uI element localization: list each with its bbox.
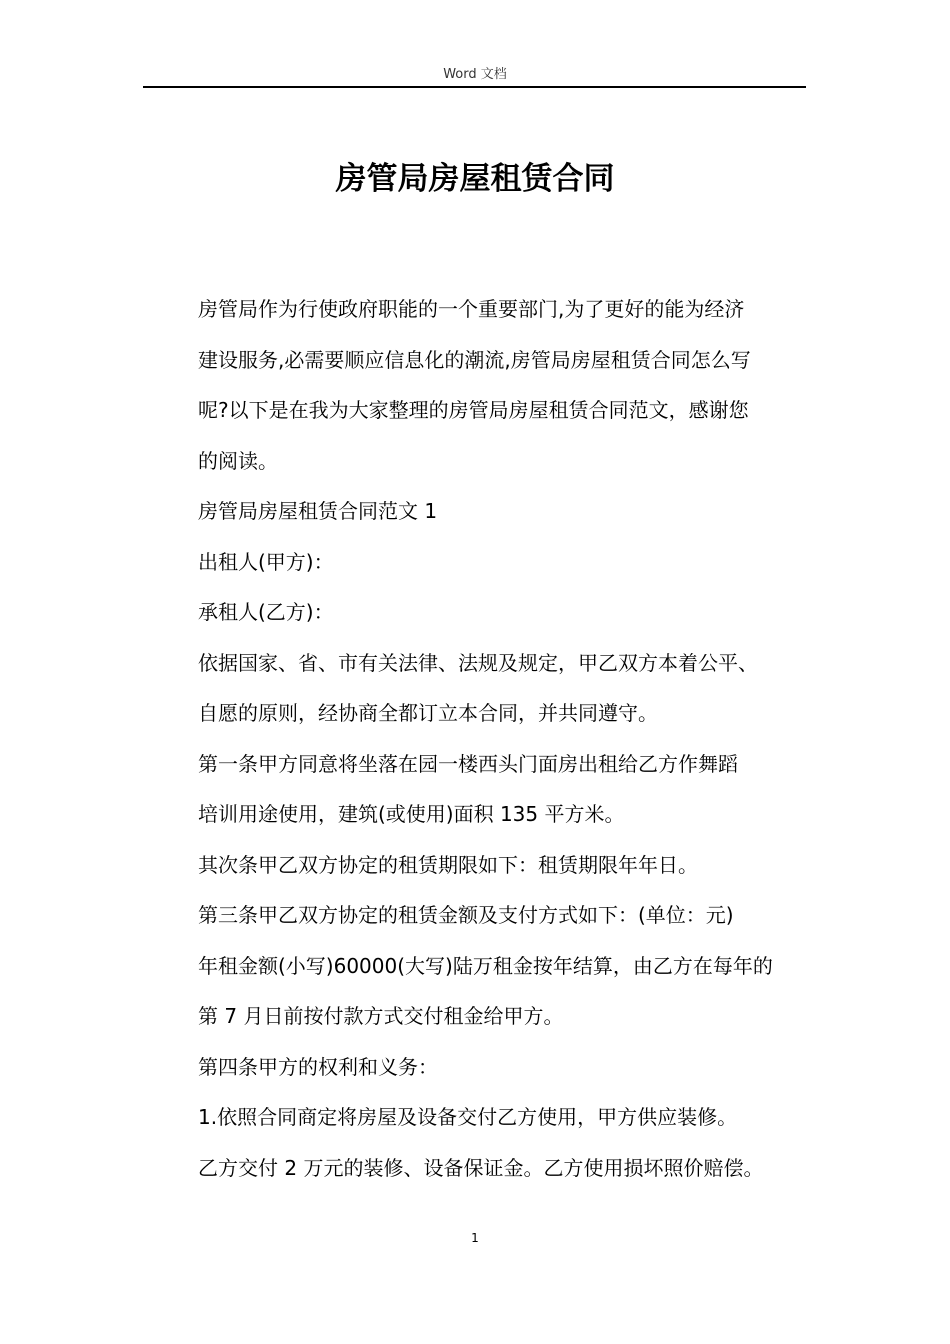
paragraph-line: 承租人(乙方)： — [198, 600, 334, 624]
paragraph-article-1 — [178, 739, 803, 840]
page-number: 1 — [471, 1231, 479, 1245]
paragraph-line: 房管局作为行使政府职能的一个重要部门,为了更好的能为经济 — [198, 297, 745, 321]
paragraph-line: 出租人(甲方)： — [198, 549, 334, 574]
paragraph-line: 年租金额(小写)60000(大写)陆万租金按年结算，由乙方在每年的 — [198, 953, 773, 978]
paragraph-line: 1.依照合同商定将房屋及设备交付乙方使用，甲方供应装修。 — [198, 1105, 738, 1129]
paragraph-article-3 — [178, 890, 803, 1042]
paragraph-line: 第三条甲乙双方协定的租赁金额及支付方式如下：(单位：元) — [198, 903, 734, 927]
paragraph-line: 第 7 月日前按付款方式交付租金给甲方。 — [198, 1004, 564, 1028]
paragraph-lessor — [178, 537, 803, 588]
paragraph-line: 建设服务,必需要顺应信息化的潮流,房管局房屋租赁合同怎么写 — [198, 347, 751, 372]
paragraph-line: 第一条甲方同意将坐落在园一楼西头门面房出租给乙方作舞蹈 — [198, 751, 738, 776]
paragraph-sample-heading — [178, 486, 803, 537]
paragraph-line: 第四条甲方的权利和义务： — [198, 1054, 438, 1079]
paragraph-line: 培训用途使用，建筑(或使用)面积 135 平方米。 — [198, 802, 625, 826]
paragraph-line: 其次条甲乙双方协定的租赁期限如下：租赁期限年年日。 — [198, 852, 698, 877]
paragraph-article-2 — [178, 840, 803, 891]
paragraph-article-4 — [178, 1042, 803, 1093]
paragraph-line: 呢?以下是在我为大家整理的房管局房屋租赁合同范文，感谢您 — [198, 398, 749, 422]
paragraph-intro — [178, 284, 803, 486]
paragraph-preamble — [178, 638, 803, 739]
paragraph-line: 依据国家、省、市有关法律、法规及规定，甲乙双方本着公平、 — [198, 650, 758, 675]
document-body — [178, 284, 803, 1193]
paragraph-lessee — [178, 587, 803, 638]
header-divider — [143, 86, 806, 88]
paragraph-line: 的阅读。 — [198, 448, 278, 473]
paragraph-line: 乙方交付 2 万元的装修、设备保证金。乙方使用损坏照价赔偿。 — [198, 1155, 764, 1180]
paragraph-article-4-item-1 — [178, 1092, 803, 1193]
document-title: 房管局房屋租赁合同 — [335, 161, 615, 197]
paragraph-line: 房管局房屋租赁合同范文 1 — [198, 499, 438, 523]
header-label: Word 文档 — [443, 67, 507, 82]
paragraph-line: 自愿的原则，经协商全都订立本合同，并共同遵守。 — [198, 701, 658, 725]
